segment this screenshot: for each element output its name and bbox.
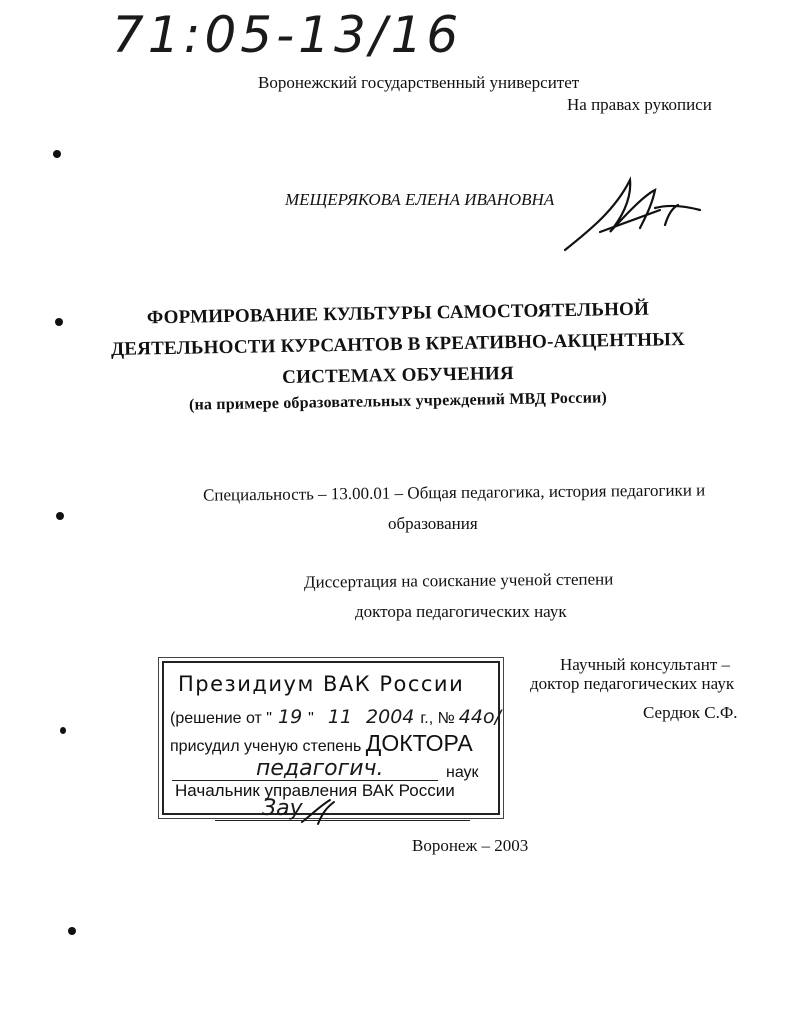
stamp-awarded-line bbox=[170, 730, 473, 757]
title-line-2: ДЕЯТЕЛЬНОСТИ КУРСАНТОВ В КРЕАТИВНО-АКЦЕНТНЫХ bbox=[110, 328, 686, 361]
stamp-decision-day: 19 bbox=[277, 706, 303, 728]
title-line-3: СИСТЕМАХ ОБУЧЕНИЯ bbox=[282, 362, 514, 389]
binding-dot bbox=[60, 727, 66, 734]
title-subtitle: (на примере образовательных учреждений МВД России) bbox=[188, 389, 608, 414]
stamp-degree: ДОКТОРА bbox=[365, 730, 473, 756]
consultant-name: Сердюк С.Ф. bbox=[643, 703, 738, 722]
stamp-science-field: педагогич. bbox=[256, 756, 384, 781]
specialty-line-2: образования bbox=[388, 514, 478, 533]
place-year: Воронеж – 2003 bbox=[412, 836, 529, 855]
university-name: Воронежский государственный университет bbox=[258, 73, 580, 92]
stamp-signature: Зау bbox=[262, 796, 303, 821]
consultant-line-2: доктор педагогических наук bbox=[530, 674, 735, 693]
author-signature bbox=[560, 170, 720, 260]
stamp-decision-g: г., № bbox=[420, 710, 455, 727]
specialty-line-1: Специальность – 13.00.01 – Общая педагогика, история педагогики и bbox=[202, 480, 706, 505]
stamp-head: Начальник управления ВАК России bbox=[175, 781, 455, 800]
binding-dot bbox=[56, 512, 64, 520]
stamp-signature-stroke bbox=[300, 798, 340, 828]
author-name: МЕЩЕРЯКОВА ЕЛЕНА ИВАНОВНА bbox=[285, 190, 555, 209]
archive-number: 71:05-13/16 bbox=[112, 6, 463, 64]
manuscript-rights: На правах рукописи bbox=[567, 95, 712, 114]
stamp-decision-year: 2004 bbox=[366, 706, 415, 728]
binding-dot bbox=[53, 150, 61, 158]
stamp-decision-month: 11 bbox=[327, 706, 353, 728]
binding-dot bbox=[68, 927, 76, 935]
stamp-science-suffix: наук bbox=[446, 764, 479, 781]
stamp-awarded-prefix: присудил ученую степень bbox=[170, 738, 362, 755]
consultant-line-1: Научный консультант – bbox=[560, 655, 730, 674]
stamp-decision-quote: " bbox=[308, 710, 314, 727]
title-line-1: ФОРМИРОВАНИЕ КУЛЬТУРЫ САМОСТОЯТЕЛЬНОЙ bbox=[146, 298, 650, 329]
stamp-decision-number: 44о/ bbox=[458, 706, 501, 728]
dissertation-line-2: доктора педагогических наук bbox=[355, 602, 567, 621]
stamp-header: Президиум ВАК России bbox=[178, 672, 465, 696]
stamp-signature-line bbox=[215, 820, 470, 821]
dissertation-line-1: Диссертация на соискание ученой степени bbox=[303, 569, 614, 592]
stamp-decision-prefix: (решение от " bbox=[170, 710, 272, 727]
stamp-decision-line bbox=[170, 706, 501, 728]
